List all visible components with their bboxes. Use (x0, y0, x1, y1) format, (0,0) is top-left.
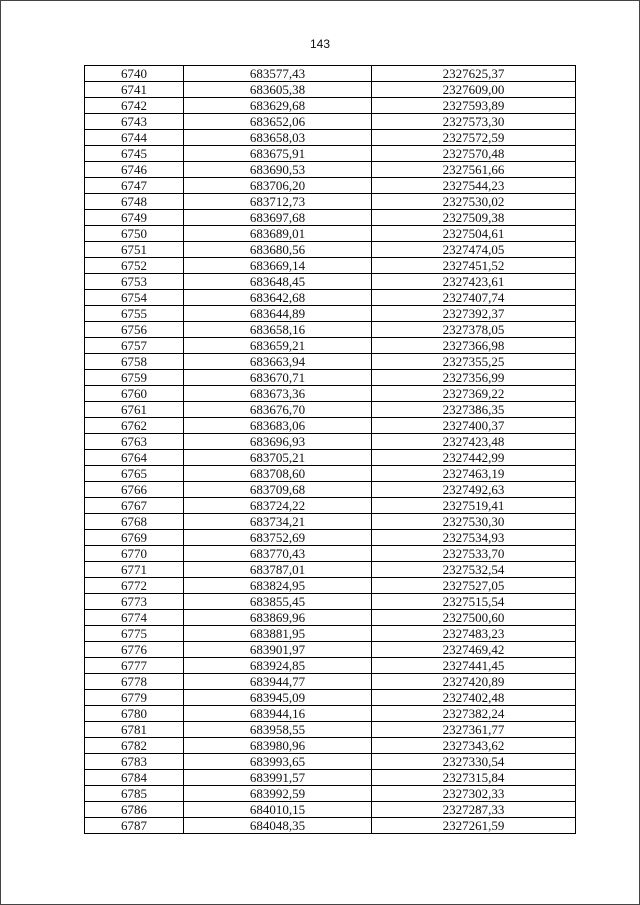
y-coordinate-cell: 2327369,22 (372, 386, 576, 402)
table-row (85, 130, 576, 146)
point-number-cell: 6773 (85, 594, 184, 610)
table-row (85, 226, 576, 242)
x-coordinate-cell: 683605,38 (184, 82, 372, 98)
table-row (85, 306, 576, 322)
y-coordinate-cell: 2327504,61 (372, 226, 576, 242)
point-number-cell: 6767 (85, 498, 184, 514)
y-coordinate-cell: 2327527,05 (372, 578, 576, 594)
table-row (85, 594, 576, 610)
coordinates-table-body (85, 66, 576, 834)
y-coordinate-cell: 2327492,63 (372, 482, 576, 498)
point-number-cell: 6769 (85, 530, 184, 546)
y-coordinate-cell: 2327519,41 (372, 498, 576, 514)
table-row (85, 610, 576, 626)
y-coordinate-cell: 2327483,23 (372, 626, 576, 642)
y-coordinate-cell: 2327530,30 (372, 514, 576, 530)
y-coordinate-cell: 2327441,45 (372, 658, 576, 674)
y-coordinate-cell: 2327625,37 (372, 66, 576, 82)
point-number-cell: 6772 (85, 578, 184, 594)
x-coordinate-cell: 683709,68 (184, 482, 372, 498)
y-coordinate-cell: 2327420,89 (372, 674, 576, 690)
x-coordinate-cell: 683724,22 (184, 498, 372, 514)
point-number-cell: 6747 (85, 178, 184, 194)
point-number-cell: 6744 (85, 130, 184, 146)
x-coordinate-cell: 683673,36 (184, 386, 372, 402)
page-number: 143 (309, 37, 331, 51)
table-row (85, 82, 576, 98)
table-row (85, 658, 576, 674)
x-coordinate-cell: 683855,45 (184, 594, 372, 610)
x-coordinate-cell: 683669,14 (184, 258, 372, 274)
point-number-cell: 6760 (85, 386, 184, 402)
point-number-cell: 6777 (85, 658, 184, 674)
x-coordinate-cell: 683706,20 (184, 178, 372, 194)
y-coordinate-cell: 2327386,35 (372, 402, 576, 418)
y-coordinate-cell: 2327474,05 (372, 242, 576, 258)
x-coordinate-cell: 683992,59 (184, 786, 372, 802)
y-coordinate-cell: 2327530,02 (372, 194, 576, 210)
x-coordinate-cell: 683663,94 (184, 354, 372, 370)
x-coordinate-cell: 684010,15 (184, 802, 372, 818)
x-coordinate-cell: 683787,01 (184, 562, 372, 578)
x-coordinate-cell: 683712,73 (184, 194, 372, 210)
point-number-cell: 6778 (85, 674, 184, 690)
x-coordinate-cell: 683708,60 (184, 466, 372, 482)
point-number-cell: 6775 (85, 626, 184, 642)
table-row (85, 386, 576, 402)
y-coordinate-cell: 2327515,54 (372, 594, 576, 610)
y-coordinate-cell: 2327355,25 (372, 354, 576, 370)
point-number-cell: 6759 (85, 370, 184, 386)
x-coordinate-cell: 683824,95 (184, 578, 372, 594)
y-coordinate-cell: 2327378,05 (372, 322, 576, 338)
point-number-cell: 6742 (85, 98, 184, 114)
y-coordinate-cell: 2327573,30 (372, 114, 576, 130)
y-coordinate-cell: 2327423,61 (372, 274, 576, 290)
table-row (85, 546, 576, 562)
point-number-cell: 6755 (85, 306, 184, 322)
y-coordinate-cell: 2327561,66 (372, 162, 576, 178)
y-coordinate-cell: 2327509,38 (372, 210, 576, 226)
point-number-cell: 6754 (85, 290, 184, 306)
x-coordinate-cell: 683676,70 (184, 402, 372, 418)
y-coordinate-cell: 2327570,48 (372, 146, 576, 162)
point-number-cell: 6758 (85, 354, 184, 370)
point-number-cell: 6785 (85, 786, 184, 802)
point-number-cell: 6748 (85, 194, 184, 210)
y-coordinate-cell: 2327287,33 (372, 802, 576, 818)
point-number-cell: 6757 (85, 338, 184, 354)
x-coordinate-cell: 683752,69 (184, 530, 372, 546)
point-number-cell: 6743 (85, 114, 184, 130)
point-number-cell: 6763 (85, 434, 184, 450)
y-coordinate-cell: 2327572,59 (372, 130, 576, 146)
table-row (85, 418, 576, 434)
point-number-cell: 6768 (85, 514, 184, 530)
point-number-cell: 6764 (85, 450, 184, 466)
table-row (85, 690, 576, 706)
point-number-cell: 6771 (85, 562, 184, 578)
table-row (85, 802, 576, 818)
table-row (85, 178, 576, 194)
x-coordinate-cell: 683881,95 (184, 626, 372, 642)
table-row (85, 450, 576, 466)
x-coordinate-cell: 683658,03 (184, 130, 372, 146)
x-coordinate-cell: 683648,45 (184, 274, 372, 290)
y-coordinate-cell: 2327463,19 (372, 466, 576, 482)
point-number-cell: 6765 (85, 466, 184, 482)
point-number-cell: 6783 (85, 754, 184, 770)
y-coordinate-cell: 2327261,59 (372, 818, 576, 834)
x-coordinate-cell: 683924,85 (184, 658, 372, 674)
table-row (85, 146, 576, 162)
point-number-cell: 6770 (85, 546, 184, 562)
x-coordinate-cell: 683869,96 (184, 610, 372, 626)
point-number-cell: 6741 (85, 82, 184, 98)
x-coordinate-cell: 683944,16 (184, 706, 372, 722)
table-row (85, 290, 576, 306)
x-coordinate-cell: 683980,96 (184, 738, 372, 754)
y-coordinate-cell: 2327400,37 (372, 418, 576, 434)
table-row (85, 562, 576, 578)
table-row (85, 786, 576, 802)
table-row (85, 738, 576, 754)
x-coordinate-cell: 683958,55 (184, 722, 372, 738)
point-number-cell: 6746 (85, 162, 184, 178)
x-coordinate-cell: 683644,89 (184, 306, 372, 322)
y-coordinate-cell: 2327469,42 (372, 642, 576, 658)
table-row (85, 754, 576, 770)
table-row (85, 770, 576, 786)
table-row (85, 642, 576, 658)
x-coordinate-cell: 683658,16 (184, 322, 372, 338)
point-number-cell: 6774 (85, 610, 184, 626)
point-number-cell: 6756 (85, 322, 184, 338)
y-coordinate-cell: 2327382,24 (372, 706, 576, 722)
y-coordinate-cell: 2327356,99 (372, 370, 576, 386)
x-coordinate-cell: 683577,43 (184, 66, 372, 82)
x-coordinate-cell: 683991,57 (184, 770, 372, 786)
table-row (85, 466, 576, 482)
point-number-cell: 6787 (85, 818, 184, 834)
y-coordinate-cell: 2327533,70 (372, 546, 576, 562)
y-coordinate-cell: 2327451,52 (372, 258, 576, 274)
table-row (85, 66, 576, 82)
table-row (85, 402, 576, 418)
table-row (85, 322, 576, 338)
y-coordinate-cell: 2327402,48 (372, 690, 576, 706)
y-coordinate-cell: 2327500,60 (372, 610, 576, 626)
x-coordinate-cell: 683944,77 (184, 674, 372, 690)
y-coordinate-cell: 2327366,98 (372, 338, 576, 354)
table-row (85, 530, 576, 546)
point-number-cell: 6745 (85, 146, 184, 162)
table-row (85, 514, 576, 530)
x-coordinate-cell: 684048,35 (184, 818, 372, 834)
table-row (85, 258, 576, 274)
table-row (85, 274, 576, 290)
coordinates-table (84, 65, 576, 834)
table-row (85, 482, 576, 498)
y-coordinate-cell: 2327534,93 (372, 530, 576, 546)
x-coordinate-cell: 683696,93 (184, 434, 372, 450)
x-coordinate-cell: 683689,01 (184, 226, 372, 242)
point-number-cell: 6753 (85, 274, 184, 290)
point-number-cell: 6740 (85, 66, 184, 82)
point-number-cell: 6784 (85, 770, 184, 786)
x-coordinate-cell: 683629,68 (184, 98, 372, 114)
point-number-cell: 6780 (85, 706, 184, 722)
point-number-cell: 6750 (85, 226, 184, 242)
x-coordinate-cell: 683659,21 (184, 338, 372, 354)
x-coordinate-cell: 683945,09 (184, 690, 372, 706)
table-row (85, 354, 576, 370)
point-number-cell: 6776 (85, 642, 184, 658)
y-coordinate-cell: 2327544,23 (372, 178, 576, 194)
point-number-cell: 6786 (85, 802, 184, 818)
x-coordinate-cell: 683652,06 (184, 114, 372, 130)
table-row (85, 338, 576, 354)
y-coordinate-cell: 2327361,77 (372, 722, 576, 738)
x-coordinate-cell: 683697,68 (184, 210, 372, 226)
table-row (85, 162, 576, 178)
point-number-cell: 6782 (85, 738, 184, 754)
table-row (85, 114, 576, 130)
point-number-cell: 6779 (85, 690, 184, 706)
table-row (85, 674, 576, 690)
y-coordinate-cell: 2327343,62 (372, 738, 576, 754)
y-coordinate-cell: 2327392,37 (372, 306, 576, 322)
point-number-cell: 6752 (85, 258, 184, 274)
point-number-cell: 6766 (85, 482, 184, 498)
x-coordinate-cell: 683683,06 (184, 418, 372, 434)
x-coordinate-cell: 683670,71 (184, 370, 372, 386)
y-coordinate-cell: 2327330,54 (372, 754, 576, 770)
table-row (85, 578, 576, 594)
point-number-cell: 6751 (85, 242, 184, 258)
table-row (85, 626, 576, 642)
y-coordinate-cell: 2327302,33 (372, 786, 576, 802)
table-row (85, 98, 576, 114)
x-coordinate-cell: 683705,21 (184, 450, 372, 466)
table-row (85, 818, 576, 834)
y-coordinate-cell: 2327442,99 (372, 450, 576, 466)
x-coordinate-cell: 683901,97 (184, 642, 372, 658)
y-coordinate-cell: 2327315,84 (372, 770, 576, 786)
table-row (85, 722, 576, 738)
table-row (85, 706, 576, 722)
y-coordinate-cell: 2327593,89 (372, 98, 576, 114)
point-number-cell: 6749 (85, 210, 184, 226)
table-row (85, 434, 576, 450)
x-coordinate-cell: 683690,53 (184, 162, 372, 178)
table-row (85, 194, 576, 210)
x-coordinate-cell: 683734,21 (184, 514, 372, 530)
x-coordinate-cell: 683675,91 (184, 146, 372, 162)
x-coordinate-cell: 683993,65 (184, 754, 372, 770)
y-coordinate-cell: 2327407,74 (372, 290, 576, 306)
x-coordinate-cell: 683770,43 (184, 546, 372, 562)
table-row (85, 370, 576, 386)
y-coordinate-cell: 2327532,54 (372, 562, 576, 578)
point-number-cell: 6781 (85, 722, 184, 738)
table-row (85, 242, 576, 258)
x-coordinate-cell: 683680,56 (184, 242, 372, 258)
table-row (85, 498, 576, 514)
y-coordinate-cell: 2327423,48 (372, 434, 576, 450)
y-coordinate-cell: 2327609,00 (372, 82, 576, 98)
table-row (85, 210, 576, 226)
x-coordinate-cell: 683642,68 (184, 290, 372, 306)
point-number-cell: 6762 (85, 418, 184, 434)
point-number-cell: 6761 (85, 402, 184, 418)
